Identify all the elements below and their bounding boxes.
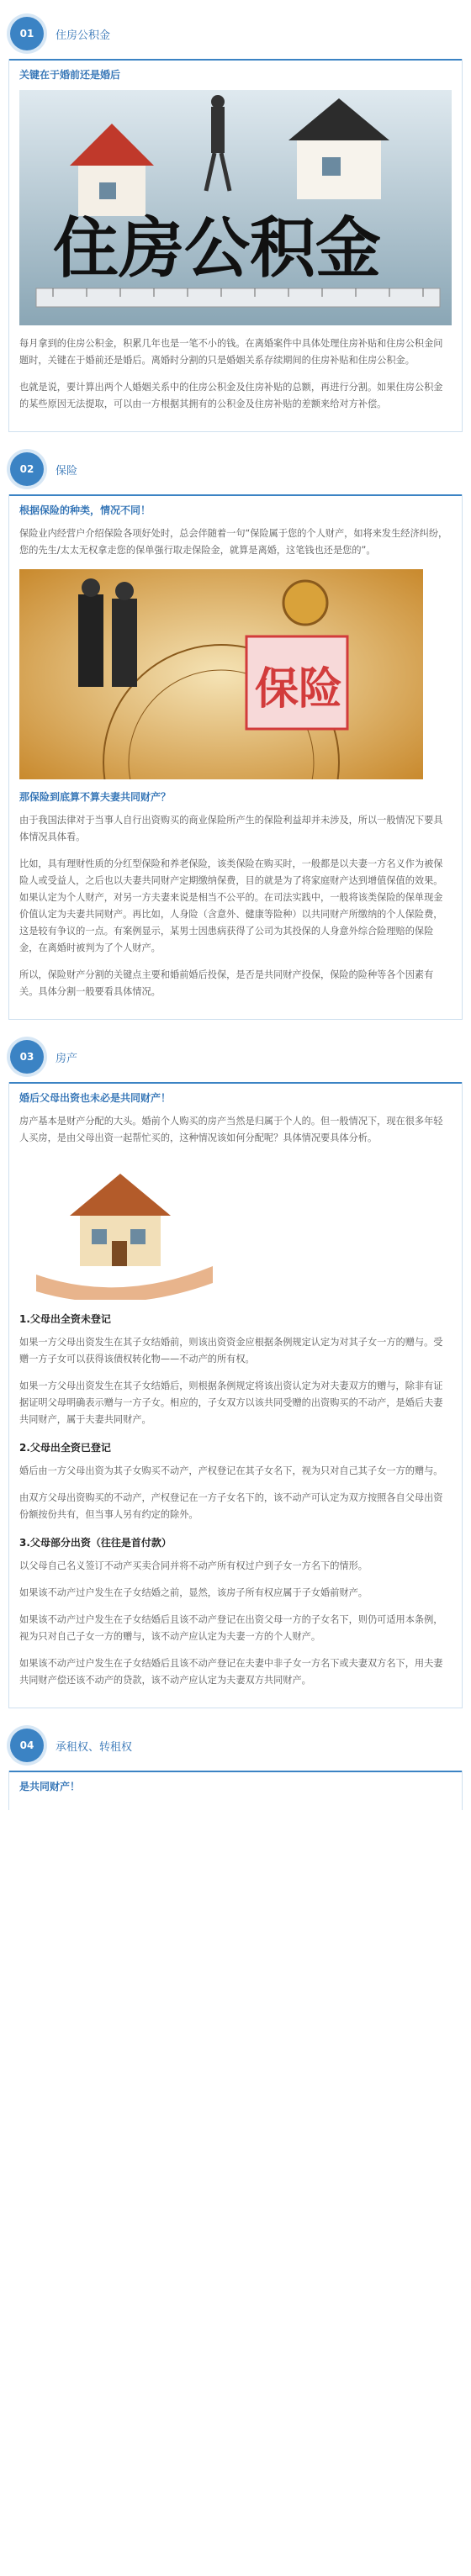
paragraph: 如果该不动产过户发生在子女结婚后且该不动产登记在夫妻中非子女一方名下或夫妻双方名下，用夫妻共同财产偿还该不动产的贷款，该不动产应认定为夫妻双方共同财产。: [19, 1658, 443, 1686]
section-header: [8, 452, 463, 486]
section-title: 住房公积金: [56, 29, 111, 42]
section-card: [8, 59, 463, 432]
section-header: [8, 1729, 463, 1762]
section-number-badge: 03: [10, 1040, 44, 1074]
section-header: [8, 1040, 463, 1074]
heading: 1.父母出全资未登记: [19, 1313, 111, 1325]
section-number-badge: 01: [10, 17, 44, 50]
section-subtitle-secondary: 那保险到底算不算夫妻共同财产？: [19, 791, 172, 803]
paragraph: 由于我国法律对于当事人自行出资购买的商业保险所产生的保险利益却并未涉及，所以一般情况下要具体情况具体看。: [19, 815, 443, 842]
paragraph: 也就是说，要计算出两个人婚姻关系中的住房公积金及住房补贴的总额，再进行分割。如果住房公积金的某些原因无法提取，可以由一方根据其拥有的公积金及住房补贴的差额来给对方补偿。: [19, 382, 443, 409]
section-subtitle: 婚后父母出资也未必是共同财产！: [19, 1092, 172, 1104]
house-in-hand-image: [19, 1157, 221, 1300]
paragraph: 婚后由一方父母出资为其子女购买不动产，产权登记在其子女名下，视为只对自己其子女一方的赠与。: [19, 1465, 443, 1476]
section-card: [8, 1771, 463, 1810]
paragraph: 如果一方父母出资发生在其子女结婚前，则该出资资金应根据条例规定认定为对其子女一方的赠与。受赠一方子女可以获得该债权转化物——不动产的所有权。: [19, 1337, 443, 1365]
insurance-image: [19, 569, 423, 779]
paragraph: 以父母自己名义签订不动产买卖合同并将不动产所有权过户到子女一方名下的情形。: [19, 1560, 368, 1571]
section-header: [8, 17, 463, 50]
image-caption-text: 住房公积金: [53, 210, 382, 287]
section-insurance: [8, 452, 463, 1020]
paragraph: 房产基本是财产分配的大头。婚前个人购买的房产当然是归属于个人的。但一般情况下，现在很多年轻人买房，是由父母出资一起帮忙买的，这种情况该如何分配呢？具体情况要具体分析。: [19, 1116, 443, 1143]
paragraph: 比如，具有理财性质的分红型保险和养老保险，该类保险在购买时，一般都是以夫妻一方名义作为被保险人或受益人，之后也以夫妻共同财产定期缴纳保费，目的就是为了将家庭财产达到增值保值的效果。如果认定为个人财产，对另一方夫妻来说是相当不公平的。在司法实践中，一般将该类保险的保单现金价值认定为夫妻共同财产。再比如，人身险（含意外、健康等险种）以共同财产所缴纳的个人保险费，这是较有争议的一点。有案例显示，某男士因患病获得了公司为其投保的人身意外综合险理赔的保险金，在离婚时被判为了个人财产。: [19, 858, 443, 953]
section-number-badge: 04: [10, 1729, 44, 1762]
section-tenancy-rights: [8, 1729, 463, 1810]
heading: 3.父母部分出资（往往是首付款）: [19, 1537, 172, 1549]
section-title: 承租权、转租权: [56, 1740, 133, 1754]
section-title: 房产: [56, 1052, 78, 1065]
paragraph: 所以，保险财产分割的关键点主要和婚前婚后投保，是否是共同财产投保，保险的险种等各个因素有关。具体分割一般要看具体情况。: [19, 969, 434, 997]
section-housing-fund: [8, 17, 463, 432]
heading: 2.父母出全资已登记: [19, 1442, 111, 1454]
paragraph: 由双方父母出资购买的不动产，产权登记在一方子女名下的，该不动产可认定为双方按照各自父母出资份额按份共有，但当事人另有约定的除外。: [19, 1492, 443, 1520]
section-card: [8, 1082, 463, 1708]
section-subtitle: 是共同财产！: [19, 1781, 81, 1792]
paragraph: 如果该不动产过户发生在子女结婚之前，显然，该房子所有权应属于子女婚前财产。: [19, 1587, 368, 1598]
paragraph: 如果一方父母出资发生在其子女结婚后，则根据条例规定将该出资认定为对夫妻双方的赠与，除非有证据证明父母明确表示赠与一方子女。相应的，子女双方以该共同受赠的出资购买的不动产，是婚后夫妻共同财产，属于夫妻共同财产。: [19, 1380, 443, 1425]
paragraph: 保险业内经营户介绍保险各项好处时，总会伴随着一句“保险属于您的个人财产，如将来发生经济纠纷，您的先生/太太无权拿走您的保单强行取走保险金，就算是离婚，这笔钱也还是您的”。: [19, 528, 448, 556]
section-card: [8, 494, 463, 1020]
section-number-badge: 02: [10, 452, 44, 486]
section-property: [8, 1040, 463, 1708]
section-subtitle: 根据保险的种类，情况不同！: [19, 504, 151, 516]
section-subtitle: 关键在于婚前还是婚后: [19, 69, 121, 81]
section-title: 保险: [56, 464, 78, 478]
image-caption-text: 保险: [255, 663, 343, 715]
paragraph: 如果该不动产过户发生在子女结婚后且该不动产登记在出资父母一方的子女名下，则仍可适用本条例，视为只对自己子女一方的赠与，该不动产应认定为夫妻一方的个人财产。: [19, 1614, 443, 1642]
housing-fund-image: [19, 90, 452, 325]
paragraph: 每月拿到的住房公积金，积累几年也是一笔不小的钱。在离婚案件中具体处理住房补贴和住房公积金问题时，关键在于婚前还是婚后。离婚时分割的只是婚姻关系存续期间的住房补贴和住房公积金。: [19, 338, 443, 366]
